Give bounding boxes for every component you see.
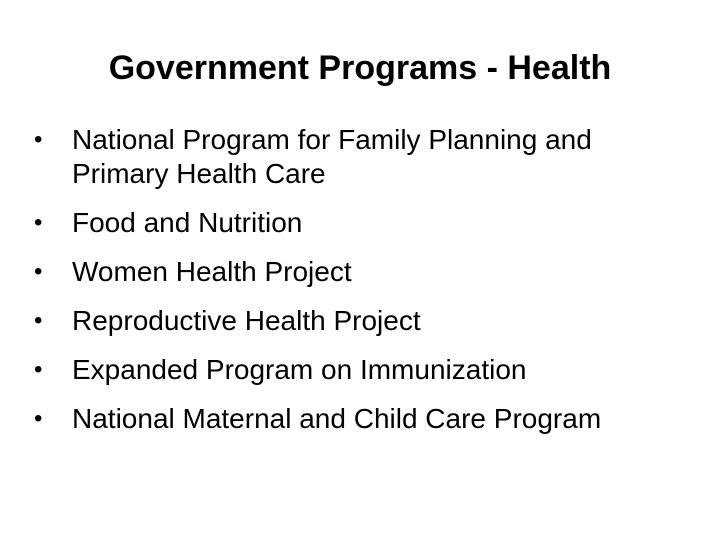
bullet-text: National Program for Family Planning and Primary Health Care: [72, 124, 592, 189]
bullet-text: Reproductive Health Project: [72, 305, 421, 336]
bullet-item: [34, 353, 694, 387]
bullet-item: [34, 255, 694, 289]
bullet-icon: •: [34, 307, 43, 334]
slide-title: Government Programs - Health: [108, 49, 612, 87]
bullet-icon: •: [34, 209, 43, 236]
bullet-item: [34, 206, 694, 240]
bullet-text: National Maternal and Child Care Program: [72, 403, 602, 434]
bullet-text: Women Health Project: [72, 256, 352, 287]
bullet-item: [34, 123, 694, 191]
bullet-icon: •: [34, 126, 43, 153]
bullet-list: [34, 123, 694, 451]
bullet-icon: •: [34, 405, 43, 432]
bullet-text: Expanded Program on Immunization: [72, 354, 527, 385]
bullet-item: [34, 402, 694, 436]
bullet-text: Food and Nutrition: [72, 207, 303, 238]
bullet-item: [34, 304, 694, 338]
bullet-icon: •: [34, 258, 43, 285]
bullet-icon: •: [34, 356, 43, 383]
